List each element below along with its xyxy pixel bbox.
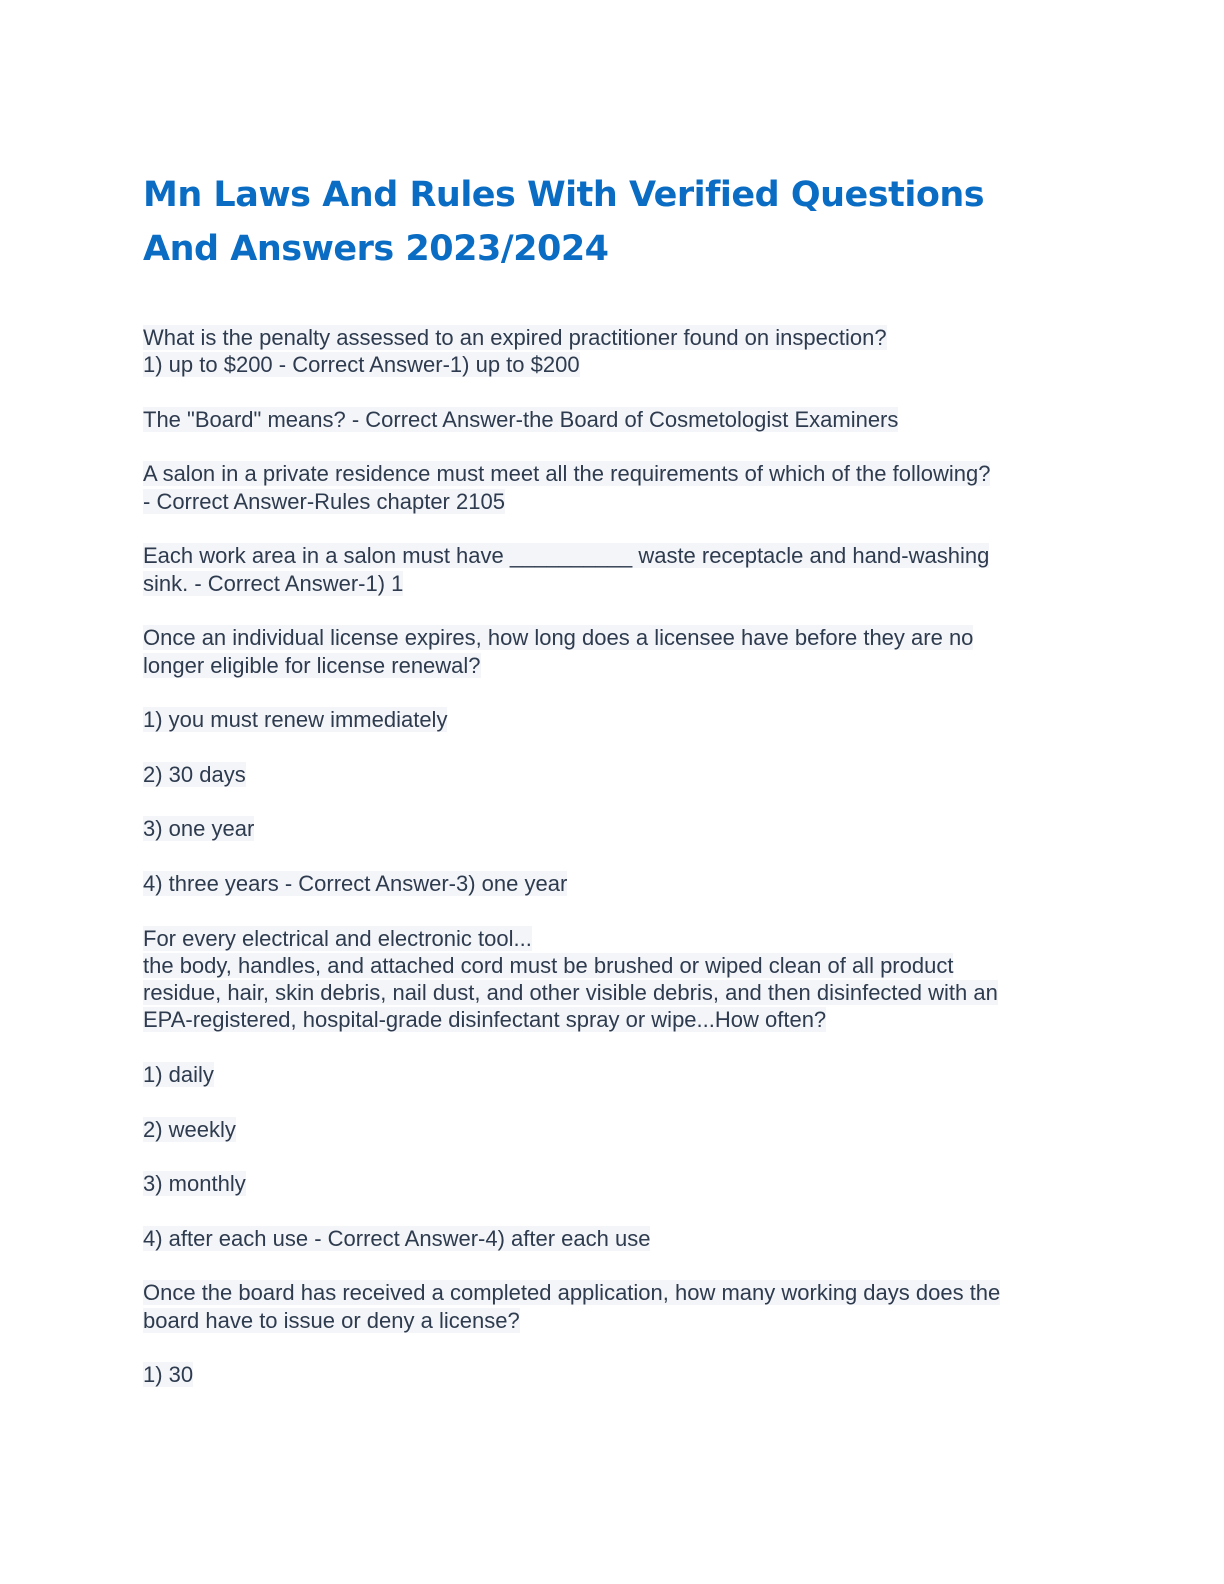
text-line: 1) daily (143, 1062, 214, 1088)
text-line: 1) up to $200 - Correct Answer-1) up to $200 (143, 352, 580, 378)
qa-paragraph (143, 406, 1083, 433)
text-line: Once the board has received a completed application, how many working days does the (143, 1280, 1001, 1306)
text-line: A salon in a private residence must meet all the requirements of which of the following? (143, 461, 991, 487)
text-line: For every electrical and electronic tool... (143, 925, 532, 951)
answer-option (143, 761, 1083, 788)
answer-option (143, 1225, 1083, 1252)
document-title (143, 168, 1083, 276)
answer-option (143, 870, 1083, 897)
text-line: Each work area in a salon must have __________ waste receptacle and hand-washing (143, 543, 990, 569)
qa-paragraph (143, 542, 1083, 597)
answer-option (143, 815, 1083, 842)
text-line: What is the penalty assessed to an expired practitioner found on inspection? (143, 325, 887, 350)
qa-paragraph (143, 925, 1083, 1034)
text-line: The "Board" means? - Correct Answer-the Board of Cosmetologist Examiners (143, 406, 899, 432)
qa-content (143, 324, 1083, 1389)
answer-option (143, 1116, 1083, 1143)
text-line: 1) you must renew immediately (143, 707, 448, 733)
qa-paragraph (143, 624, 1083, 679)
text-line: 3) monthly (143, 1171, 246, 1197)
text-line: EPA-registered, hospital-grade disinfectant spray or wipe...How often? (143, 1007, 827, 1033)
text-line: 2) weekly (143, 1116, 236, 1142)
answer-option (143, 1061, 1083, 1088)
title-line: And Answers 2023/2024 (143, 229, 609, 269)
title-line: Mn Laws And Rules With Verified Questions (143, 175, 985, 215)
text-line: 3) one year (143, 816, 255, 842)
text-line: longer eligible for license renewal? (143, 652, 481, 678)
text-line: Once an individual license expires, how long does a licensee have before they are no (143, 625, 974, 651)
answer-option (143, 1170, 1083, 1197)
text-line: 4) three years - Correct Answer-3) one year (143, 870, 568, 896)
qa-paragraph (143, 324, 1083, 379)
text-line: the body, handles, and attached cord must be brushed or wiped clean of all product (143, 952, 954, 978)
text-line: 1) 30 (143, 1362, 194, 1388)
answer-option (143, 1361, 1083, 1388)
text-line: 4) after each use - Correct Answer-4) after each use (143, 1225, 651, 1251)
text-line: sink. - Correct Answer-1) 1 (143, 570, 404, 596)
text-line: - Correct Answer-Rules chapter 2105 (143, 488, 505, 514)
answer-option (143, 706, 1083, 733)
text-line: 2) 30 days (143, 761, 246, 787)
document-page (143, 168, 1083, 1416)
text-line: residue, hair, skin debris, nail dust, and other visible debris, and then disinfected with an (143, 980, 998, 1006)
qa-paragraph (143, 460, 1083, 515)
text-line: board have to issue or deny a license? (143, 1307, 520, 1333)
qa-paragraph (143, 1279, 1083, 1334)
